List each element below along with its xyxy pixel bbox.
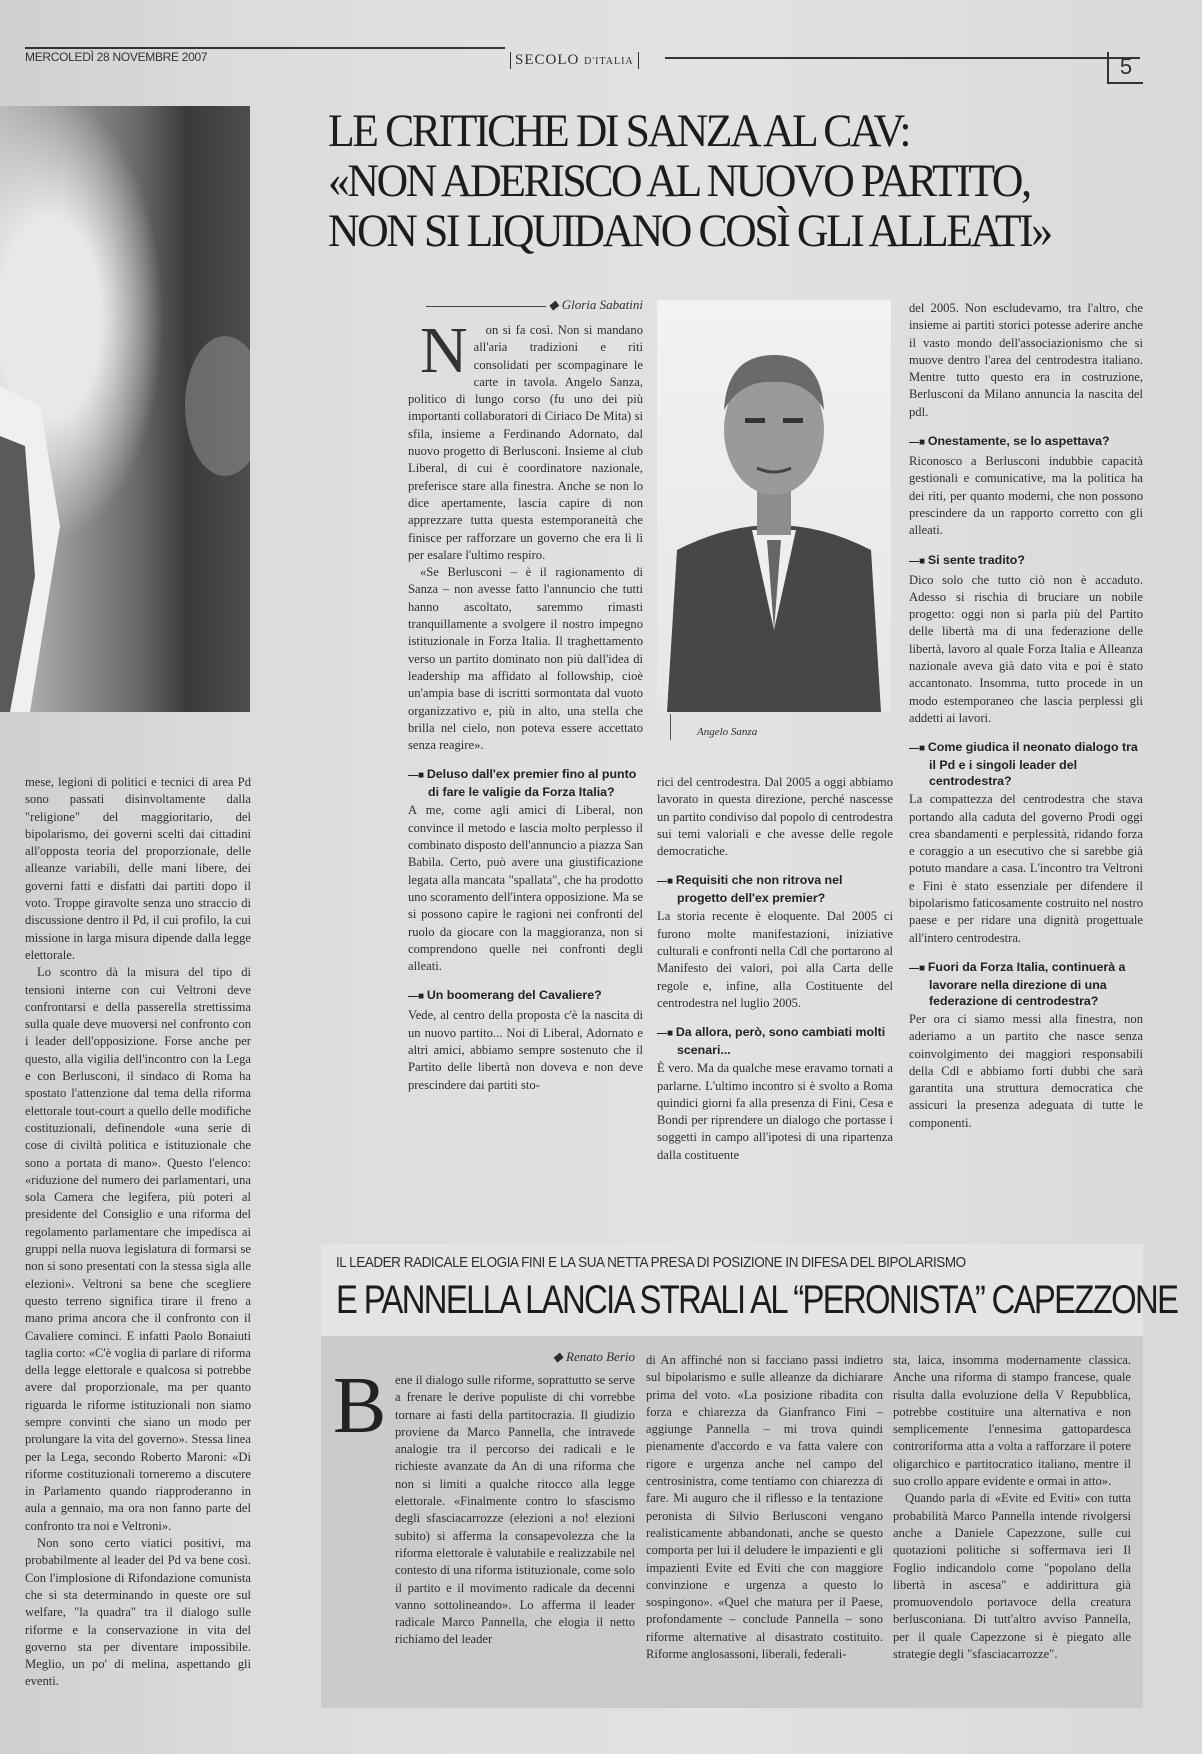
article-paragraph: A me, come agli amici di Liberal, non convince il metodo e lascia molto perplesso il combinato disposto dell'annuncio a piazza San Babila. Certo, può avere una giustificazione legata alla mancata "spallata", che ha prodotto uno scoramento dell'intera opposizione. Ma se si possono capire le ragioni nei confronti del ruolo da giocare con la maggioranza, non si comprendono quelle nei confronti degli alleati. xyxy=(408,803,643,974)
interview-question: —■ Un boomerang del Cavaliere? xyxy=(408,987,643,1005)
article-paragraph: del 2005. Non escludevamo, tra l'altro, che insieme ai partiti storici potesse aderire anche il vasto mondo dell'associazionismo che si muove dentro l'area del centrodestra italiano. Mentre tutto questo era in costruzione, Berlusconi da Milano annuncia la nascita del pdl. xyxy=(909,301,1143,419)
title-line: NON SI LIQUIDANO COSÌ GLI ALLEATI» xyxy=(328,205,1051,257)
photo-caption: Angelo Sanza xyxy=(697,726,758,738)
newspaper-name xyxy=(510,52,639,69)
byline-author: Gloria Sabatini xyxy=(561,297,643,312)
newspaper-name-small: D'ITALIA xyxy=(584,56,634,67)
article-paragraph: di An affinché non si facciano passi indietro sul bipolarismo e sulle alleanze da dichiarare prima del voto. «La posizione ribadita con forza e chiarezza da Gianfranco Fini – aggiunge Pannella – mi trova quindi pienamente d'accordo e va fatta valere con rigore e urgenza anche nel campo del centrosinistra, come tentiamo con chiarezza di fare. Mi auguro che il riflesso e la tentazione peronista di Silvio Berlusconi vengano realisticamente abbandonati, anche se questo comporta per lui il deludere le impazienti e gli impazienti Evite ed Eviti che con maggiore convinzione e urgenza a questo lo sospingono». «Quel che matura per il Paese, profondamente – conclude Pannella – sono riforme alternative al disastrato costituito. Riforme anglosassoni, liberali, federali- xyxy=(646,1353,883,1662)
header-rule-left xyxy=(25,47,505,49)
article-paragraph: Non sono certo viatici positivi, ma probabilmente al leader del Pd va bene così. Con l'implosione di Rifondazione comunista che si sta determinando in queste ore sul welfare, "la quadra" tra il dialogo sulle riforme e la conservazione in vita del governo sta per diventare impossibile. Meglio, un po' di melina, aspettando gli eventi. xyxy=(25,1536,251,1689)
article-paragraph: «Se Berlusconi – è il ragionamento di Sanza – non avesse fatto l'annuncio che tutti hanno ascoltato, saremmo rimasti tranquillamente a svolgere il nostro impegno istituzionale in Forza Italia. Il traghettamento verso un partito dominato non più dall'idea di leadership ma affidato al followship, cioè un'ampia base di iscritti sormontata dal vuoto organizzativo e, più in alto, una stella che brilla nel cielo, non poteva essere accettato senza reagire». xyxy=(408,565,643,753)
bottom-byline: ◆ Renato Berio xyxy=(552,1349,635,1364)
byline: ◆ Gloria Sabatini xyxy=(408,296,643,313)
article-paragraph: Riconosco a Berlusconi indubbie capacità gestionali e comunicative, ma la politica ha dei riti, per quanto moderni, che non possono prescindere da un rapporto corretto con gli alleati. xyxy=(909,454,1143,538)
article-title xyxy=(328,106,1158,256)
bottom-column-3 xyxy=(893,1352,1131,1706)
bottom-column-2 xyxy=(646,1352,883,1706)
bottom-article-kicker: IL LEADER RADICALE ELOGIA FINI E LA SUA NETTA PRESA DI POSIZIONE IN DIFESA DEL BIPOLARISMO xyxy=(336,1254,966,1271)
article-paragraph: Quando parla di «Evite ed Eviti» con tutta probabilità Marco Pannella intende rivolgersi anche a Daniele Capezzone, sulle cui quotazioni politiche si soffermava ieri Il Foglio indicandolo come "popolano della libertà in ascesa" e addirittura già promuovendolo portavoce della creatura berlusconiana. Di tutt'altro avviso Pannella, per il quale Capezzone si è piegato alle strategie degli "sfasciacarrozze". xyxy=(893,1491,1131,1662)
interview-question: —■ Da allora, però, sono cambiati molti scenari... xyxy=(657,1024,893,1058)
page-number: 5 xyxy=(1107,52,1143,84)
portrait-image xyxy=(657,300,891,712)
article-column-3 xyxy=(909,300,1143,1187)
title-line: «NON ADERISCO AL NUOVO PARTITO, xyxy=(328,155,1030,207)
bottom-byline-author: Renato Berio xyxy=(566,1349,635,1364)
article-paragraph: rici del centrodestra. Dal 2005 a oggi abbiamo lavorato in questa direzione, perché nascesse un partito condiviso dal popolo di centrodestra sui temi valoriali e che avesse delle regole democratiche. xyxy=(657,775,893,859)
article-paragraph: La storia recente è eloquente. Dal 2005 ci furono molte manifestazioni, iniziative culturali e confronti nella Cdl che portarono al Manifesto dei valori, poi alla Carta delle regole e, infine, alla Costituente del centrodestra nel luglio 2005. xyxy=(657,909,893,1010)
left-article-column xyxy=(25,774,251,1710)
interview-question: —■ Si sente tradito? xyxy=(909,552,1143,570)
bottom-column-1 xyxy=(333,1362,635,1706)
left-photo xyxy=(0,106,250,712)
suit-figure-image xyxy=(0,106,250,712)
title-line: LE CRITICHE DI SANZA AL CAV: xyxy=(328,105,910,157)
article-column-2 xyxy=(657,774,893,1187)
article-column-1 xyxy=(408,322,643,1187)
article-paragraph: Dico solo che tutto ciò non è accaduto. Adesso si rischia di bruciare un nobile progetto: oggi non si parla più del Partito delle libertà ma di una federazione delle libertà, lavoro al quale Forza Italia e Alleanza nazionale aveva già dato vita e poi è stato accantonato. Insomma, tutto procede in un modo estemporaneo che lascia perplessi gli addetti ai lavori. xyxy=(909,572,1143,725)
article-paragraph: Lo scontro dà la misura del tipo di tensioni interne con cui Veltroni deve confrontarsi e della passerella strettissima sulla quale deve muoversi nel confronto con i leader dell'opposizione. Forse anche per questo, alla vigilia dell'incontro con la Lega e con Berlusconi, il sindaco di Roma ha spostato l'attenzione dal tema della riforma elettorale tout-court a quello delle modifiche costituzionali, definendole «una serie di cose di civiltà politica e istituzionale che sono a portata di mano». Questo l'elenco: «riduzione del numero dei parlamentari, una sola Camera che legifera, più poteri al presidente del Consiglio e una riforma del regolamento parlamentare che impedisca ai gruppi nella nuova legislatura di formarsi se non si sono presentati con la stessa sigla alle elezioni». Veltroni sa bene che scegliere questo terreno significa tirare il freno a mano prima ancora che il confronto con il Cavaliere cominci. E infatti Paolo Bonaiuti taglia corto: «C'è voglia di parlare di riforma della legge elettorale e qualcosa si potrebbe avere dal proporzionale, ma per quanto riguarda le riforme istituzionali non siamo sempre convinti che siano un modo per prolungare la vita del governo». Stessa linea per la Lega, secondo Roberto Maroni: «Di riforme costituzionali torneremo a discutere in Parlamento quando riapproderanno in aula a gennaio, ma ora non fanno parte del confronto tra noi e Veltroni». xyxy=(25,965,251,1533)
interview-question: —■ Deluso dall'ex premier fino al punto di fare le valigie da Forza Italia? xyxy=(408,766,643,800)
interview-question: —■ Onestamente, se lo aspettava? xyxy=(909,433,1143,451)
article-paragraph: Non si fa così. Non si mandano all'aria tradizioni e riti consolidati per scompaginare le carte in tavola. Angelo Sanza, politico di lungo corso (fu uno dei più importanti collaboratori di Ciriaco De Mita) si sfila, insieme a Ferdinando Adornato, dal nuovo progetto di Berlusconi. Insieme al club Liberal, di cui è coordinatore nazionale, preferisce stare alla finestra. Anche se non lo dice apertamente, lascia capire di non apprezzare tutta questa estemporaneità che finisce per rafforzare un governo che era lì lì per esalare l'ultimo respiro. xyxy=(408,322,643,562)
article-paragraph: La compattezza del centrodestra che stava portando alla caduta del governo Prodi oggi crea sbandamenti e perplessità, ridando forza e coraggio a un esecutivo che si sarebbe già potuto mandare a casa. L'incontro tra Veltroni e Fini è stato essenziale per difendere il bipolarismo faticosamente costruito nel nostro paese e per ridare una dignità progettuale all'intero centrodestra. xyxy=(909,792,1143,945)
article-paragraph: Vede, al centro della proposta c'è la nascita di un nuovo partito... Noi di Liberal, Adornato e altri amici, abbiamo sempre sostenuto che il Partito delle libertà non doveva e non deve prescindere dai partiti sto- xyxy=(408,1008,643,1092)
article-paragraph: Per ora ci siamo messi alla finestra, non aderiamo a un partito che nasce senza coinvolgimento dei maggiori responsabili della Cdl e abbiamo forti dubbi che sarà garantita una struttura democratica che assicuri la presenza adeguata di tutte le componenti. xyxy=(909,1011,1143,1130)
interview-question: —■ Come giudica il neonato dialogo tra il Pd e i singoli leader del centrodestra? xyxy=(909,739,1143,789)
newspaper-name-main: SECOLO xyxy=(515,52,580,68)
article-paragraph: sta, laica, insomma modernamente classica. Anche una riforma di stampo francese, quale risulta dalla evoluzione della V Repubblica, potrebbe costituire una alternativa e non semplicemente l'ennesima gattopardesca controriforma atta a volta a rafforzare il potere oligarchico e partitocratico italiano, mentre il suo crollo appare evidente e ormai in atto». xyxy=(893,1353,1131,1489)
article-paragraph: È vero. Ma da qualche mese eravamo tornati a parlarne. L'ultimo incontro si è svolto a Roma quindici giorni fa alla presenza di Fini, Cesa e Bondi per riprendere un dialogo che portasse i soggetti in campo all'ipotesi di una ripartenza dalla costituente xyxy=(657,1061,893,1162)
caption-rule xyxy=(670,714,671,740)
interview-question: —■ Requisiti che non ritrova nel progetto dell'ex premier? xyxy=(657,872,893,906)
interview-question: —■ Fuori da Forza Italia, continuerà a lavorare nella direzione di una federazione di centrodestra? xyxy=(909,959,1143,1009)
header-rule-right xyxy=(665,57,1140,59)
bottom-article-headline: E PANNELLA LANCIA STRALI AL “PERONISTA” CAPEZZONE xyxy=(336,1278,1178,1322)
article-paragraph: mese, legioni di politici e tecnici di area Pd sono passati disinvoltamente dalla "religione" del maggioritario, del bipolarismo, dei governi scelti dai cittadini all'opposta teoria del proporzionale, delle alleanze variabili, delle mani libere, dei governi fatti e disfatti dai partiti dopo il voto. Troppe giravolte senza uno straccio di discussione dentro il Pd, il cui profilo, la cui missione in larga misura dipende dalla legge elettorale. xyxy=(25,775,251,962)
article-paragraph: Bene il dialogo sulle riforme, soprattutto se serve a frenare le derive populiste di chi vorrebbe tornare ai fasti della partitocrazia. Il giudizio proviene da Marco Pannella, che intravede analogie tra il percorso dei radicali e le richieste avanzate da An di una riforma che non si limiti a qualche ritocco alla legge elettorale. «Finalmente contro lo sfascismo degli sfasciacarrozze (elezioni a no! elezioni subito) si afferma la consapevolezza che la riforma elettorale è valutabile e realizzabile nel contesto di una riforma istituzionale, come solo il partito e il movimento radicale da decenni vanno sottolineando». Lo afferma il leader radicale Marco Pannella, che elogia il netto richiamo del leader xyxy=(333,1362,635,1647)
issue-date: MERCOLEDÌ 28 NOVEMBRE 2007 xyxy=(25,50,208,64)
portrait-photo xyxy=(657,300,891,712)
